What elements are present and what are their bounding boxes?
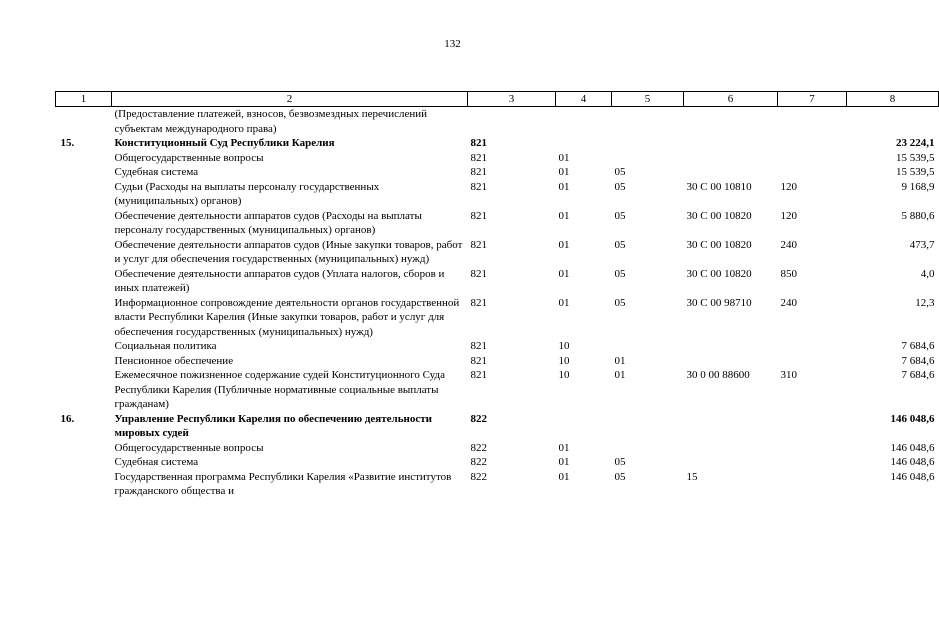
ministry-code-cell [468, 107, 556, 137]
description-cell: Пенсионное обеспечение [114, 354, 234, 367]
expense-type-cell: 120 [780, 180, 797, 193]
ministry-code-cell: 822 [470, 441, 487, 454]
target-article-cell [684, 455, 778, 470]
row-number-cell [56, 455, 112, 470]
section-code-cell: 01 [558, 180, 570, 193]
ministry-code-cell: 821 [470, 267, 487, 280]
ministry-code-cell: 821 [470, 369, 487, 381]
ministry-code-cell: 821 [470, 296, 487, 309]
column-header: 6 [684, 92, 778, 107]
amount-cell: 146 048,6 [890, 456, 935, 468]
table-row [56, 136, 939, 151]
table-row [56, 296, 939, 340]
description-cell: Общегосударственные вопросы [114, 441, 264, 454]
section-code-cell: 01 [558, 267, 570, 280]
table-row [56, 470, 939, 499]
amount-cell: 15 539,5 [896, 151, 935, 164]
expense-type-cell: 120 [780, 209, 797, 222]
target-article-cell: 30 С 00 10820 [686, 267, 752, 280]
column-header: 1 [56, 92, 112, 107]
expense-type-cell [778, 136, 847, 151]
budget-table [55, 91, 939, 499]
ministry-code-cell: 821 [470, 354, 487, 367]
column-header: 4 [556, 92, 612, 107]
row-number-cell [56, 238, 112, 267]
section-code-cell [556, 107, 612, 137]
row-number-cell [56, 441, 112, 456]
ministry-code-cell: 822 [470, 412, 487, 425]
description-cell: Ежемесячное пожизненное содержание судей Конституционного Суда Республики Карелия (Публичные нормативные социальные выплаты гражданам) [114, 369, 445, 410]
amount-cell: 473,7 [909, 238, 935, 251]
expense-type-cell [778, 339, 847, 354]
table-row [56, 339, 939, 354]
row-number-cell: 15. [60, 137, 75, 149]
section-code-cell: 01 [558, 441, 570, 454]
description-cell: (Предоставление платежей, взносов, безвозмездных перечислений субъектам международного права) [114, 108, 427, 135]
description-cell: Обеспечение деятельности аппаратов судов (Расходы на выплаты персоналу государственных (муниципальных) органов) [114, 209, 422, 236]
section-code-cell [556, 136, 612, 151]
table-row [56, 238, 939, 267]
subsection-code-cell: 05 [614, 209, 626, 222]
table-row [56, 180, 939, 209]
table-row [56, 267, 939, 296]
subsection-code-cell: 05 [614, 166, 626, 178]
table-row [56, 354, 939, 369]
subsection-code-cell [612, 412, 684, 441]
page-number: 132 [444, 38, 461, 50]
row-number-cell [56, 107, 112, 137]
subsection-code-cell: 05 [614, 456, 626, 468]
column-header: 3 [468, 92, 556, 107]
row-number-cell [56, 267, 112, 296]
ministry-code-cell: 821 [470, 340, 487, 352]
section-code-cell: 01 [558, 166, 570, 178]
amount-cell: 7 684,6 [901, 354, 935, 367]
amount-cell: 7 684,6 [901, 369, 935, 381]
amount-cell: 9 168,9 [901, 180, 935, 193]
amount-cell [847, 107, 939, 137]
column-header: 2 [112, 92, 468, 107]
expense-type-cell [778, 455, 847, 470]
section-code-cell: 01 [558, 456, 570, 468]
target-article-cell [684, 107, 778, 137]
table-body [56, 107, 939, 499]
section-code-cell [556, 412, 612, 441]
amount-cell: 146 048,6 [890, 441, 935, 454]
description-cell: Обеспечение деятельности аппаратов судов (Иные закупки товаров, работ и услуг для обеспечения государственных (муниципальных) нужд) [114, 238, 463, 265]
table-row [56, 165, 939, 180]
amount-cell: 12,3 [915, 296, 935, 309]
section-code-cell: 10 [558, 354, 570, 367]
row-number-cell: 16. [60, 412, 75, 425]
amount-cell: 4,0 [920, 267, 935, 280]
description-cell: Конституционный Суд Республики Карелия [114, 137, 335, 149]
section-code-cell: 01 [558, 209, 570, 222]
target-article-cell [684, 339, 778, 354]
subsection-code-cell: 05 [614, 180, 626, 193]
target-article-cell [684, 412, 778, 441]
amount-cell: 5 880,6 [901, 209, 935, 222]
ministry-code-cell: 822 [470, 470, 487, 483]
row-number-cell [56, 296, 112, 340]
subsection-code-cell [612, 151, 684, 166]
section-code-cell: 10 [558, 369, 570, 381]
target-article-cell: 15 [686, 470, 698, 483]
table-row [56, 151, 939, 166]
ministry-code-cell: 821 [470, 166, 487, 178]
ministry-code-cell: 821 [470, 209, 487, 222]
target-article-cell [684, 441, 778, 456]
subsection-code-cell: 05 [614, 470, 626, 483]
row-number-cell [56, 209, 112, 238]
expense-type-cell [778, 470, 847, 499]
target-article-cell [684, 151, 778, 166]
subsection-code-cell [612, 107, 684, 137]
amount-cell: 146 048,6 [890, 470, 935, 483]
expense-type-cell [778, 354, 847, 369]
target-article-cell: 30 С 00 10820 [686, 238, 752, 251]
expense-type-cell [778, 107, 847, 137]
description-cell: Судьи (Расходы на выплаты персоналу государственных (муниципальных) органов) [114, 180, 380, 207]
subsection-code-cell [612, 136, 684, 151]
section-code-cell: 01 [558, 151, 570, 164]
row-number-cell [56, 151, 112, 166]
description-cell: Общегосударственные вопросы [114, 151, 264, 164]
table-row [56, 107, 939, 137]
subsection-code-cell [612, 441, 684, 456]
column-header: 7 [778, 92, 847, 107]
table-row [56, 368, 939, 412]
target-article-cell: 30 С 00 10810 [686, 180, 752, 193]
target-article-cell: 30 С 00 98710 [686, 296, 752, 309]
subsection-code-cell: 05 [614, 267, 626, 280]
expense-type-cell [778, 151, 847, 166]
subsection-code-cell: 05 [614, 238, 626, 251]
table-row [56, 455, 939, 470]
section-code-cell: 10 [558, 340, 570, 352]
table-row [56, 441, 939, 456]
row-number-cell [56, 180, 112, 209]
expense-type-cell [778, 165, 847, 180]
target-article-cell: 30 С 00 10820 [686, 209, 752, 222]
description-cell: Информационное сопровождение деятельности органов государственной власти Республики Карелия (Иные закупки товаров, работ и услуг для обеспечения государственных (муниципальных) нужд) [114, 296, 460, 338]
target-article-cell [684, 136, 778, 151]
column-header: 8 [847, 92, 939, 107]
description-cell: Судебная система [114, 456, 199, 468]
ministry-code-cell: 821 [470, 151, 487, 164]
ministry-code-cell: 821 [470, 137, 487, 149]
expense-type-cell [778, 441, 847, 456]
amount-cell: 7 684,6 [901, 340, 935, 352]
description-cell: Управление Республики Карелия по обеспечению деятельности мировых судей [114, 412, 432, 439]
expense-type-cell: 310 [780, 369, 797, 381]
expense-type-cell: 850 [780, 267, 797, 280]
ministry-code-cell: 822 [470, 456, 487, 468]
target-article-cell: 30 0 00 88600 [686, 369, 750, 381]
subsection-code-cell: 01 [614, 354, 626, 367]
target-article-cell [684, 165, 778, 180]
section-code-cell: 01 [558, 238, 570, 251]
subsection-code-cell [612, 339, 684, 354]
expense-type-cell: 240 [780, 238, 797, 251]
subsection-code-cell: 01 [614, 369, 626, 381]
subsection-code-cell: 05 [614, 296, 626, 309]
column-header: 5 [612, 92, 684, 107]
description-cell: Государственная программа Республики Карелия «Развитие институтов гражданского общества и [114, 470, 452, 497]
description-cell: Социальная политика [114, 340, 217, 352]
section-code-cell: 01 [558, 470, 570, 483]
amount-cell: 146 048,6 [890, 412, 935, 425]
target-article-cell [684, 354, 778, 369]
amount-cell: 23 224,1 [896, 137, 935, 149]
row-number-cell [56, 354, 112, 369]
row-number-cell [56, 368, 112, 412]
ministry-code-cell: 821 [470, 180, 487, 193]
row-number-cell [56, 339, 112, 354]
row-number-cell [56, 165, 112, 180]
expense-type-cell: 240 [780, 296, 797, 309]
row-number-cell [56, 470, 112, 499]
ministry-code-cell: 821 [470, 238, 487, 251]
amount-cell: 15 539,5 [896, 166, 935, 178]
table-row [56, 209, 939, 238]
expense-type-cell [778, 412, 847, 441]
description-cell: Судебная система [114, 166, 199, 178]
column-number-header [56, 92, 939, 107]
section-code-cell: 01 [558, 296, 570, 309]
description-cell: Обеспечение деятельности аппаратов судов (Уплата налогов, сборов и иных платежей) [114, 267, 445, 294]
table-row [56, 412, 939, 441]
